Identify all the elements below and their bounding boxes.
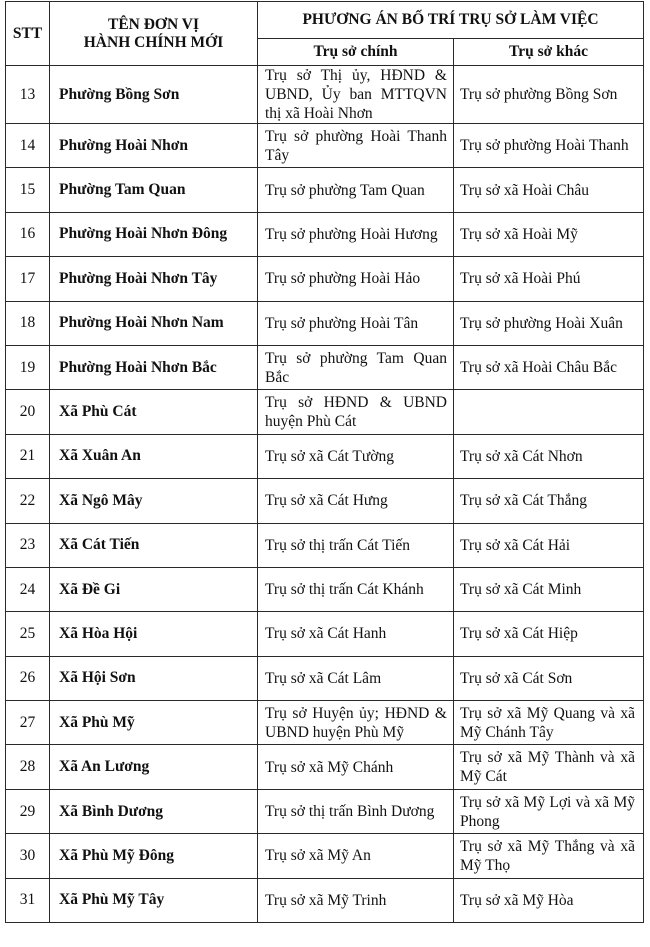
unit-name-header: [50, 2, 258, 66]
other-office-cell: Trụ sở xã Cát Thắng: [454, 479, 644, 523]
office-arrangement-table: [5, 1, 644, 923]
unit-name-header-line1: TÊN ĐƠN VỊ: [107, 15, 199, 33]
stt-cell: 30: [6, 834, 50, 878]
unit-name-cell: Xã Ngô Mây: [50, 479, 258, 523]
table-row: [6, 479, 644, 523]
unit-name-cell: Phường Hoài Nhơn Tây: [50, 257, 258, 301]
unit-name-cell: Xã Cát Tiến: [50, 523, 258, 567]
main-office-cell: Trụ sở phường Hoài Hảo: [258, 257, 454, 301]
table-row: [6, 612, 644, 656]
main-office-cell: Trụ sở phường Tam Quan: [258, 168, 454, 212]
stt-cell: 18: [6, 301, 50, 345]
main-office-cell: Trụ sở xã Cát Hanh: [258, 612, 454, 656]
table-row: [6, 301, 644, 345]
other-office-cell: Trụ sở xã Hoài Châu Bắc: [454, 345, 644, 389]
table-row: [6, 345, 644, 389]
office-plan-header: PHƯƠNG ÁN BỐ TRÍ TRỤ SỞ LÀM VIỆC: [258, 2, 644, 39]
other-office-cell: Trụ sở xã Mỹ Thắng và xã Mỹ Thọ: [454, 834, 644, 878]
table-row: [6, 834, 644, 878]
unit-name-cell: Xã Phù Mỹ Đông: [50, 834, 258, 878]
unit-name-cell: Xã Hội Sơn: [50, 656, 258, 700]
stt-cell: 16: [6, 212, 50, 256]
other-office-cell: Trụ sở xã Cát Sơn: [454, 656, 644, 700]
unit-name-cell: Xã Bình Dương: [50, 789, 258, 833]
stt-cell: 28: [6, 745, 50, 789]
stt-cell: 13: [6, 66, 50, 124]
table-row: [6, 66, 644, 124]
main-office-cell: Trụ sở phường Hoài Thanh Tây: [258, 124, 454, 168]
table-header: [6, 2, 644, 66]
main-office-cell: Trụ sở xã Mỹ An: [258, 834, 454, 878]
unit-name-cell: Xã Phù Mỹ: [50, 701, 258, 745]
other-office-cell: Trụ sở xã Hoài Châu: [454, 168, 644, 212]
unit-name-cell: Xã Phù Mỹ Tây: [50, 878, 258, 922]
main-office-cell: Trụ sở xã Cát Tường: [258, 434, 454, 478]
table-row: [6, 701, 644, 745]
table-row: [6, 789, 644, 833]
main-office-cell: Trụ sở thị trấn Cát Tiến: [258, 523, 454, 567]
main-office-cell: Trụ sở xã Mỹ Chánh: [258, 745, 454, 789]
other-office-cell: Trụ sở xã Mỹ Quang và xã Mỹ Chánh Tây: [454, 701, 644, 745]
stt-cell: 26: [6, 656, 50, 700]
unit-name-cell: Xã An Lương: [50, 745, 258, 789]
stt-cell: 31: [6, 878, 50, 922]
unit-name-cell: Phường Tam Quan: [50, 168, 258, 212]
other-office-cell: Trụ sở xã Mỹ Hòa: [454, 878, 644, 922]
table-row: [6, 212, 644, 256]
stt-header: STT: [6, 2, 50, 66]
main-office-cell: Trụ sở phường Hoài Tân: [258, 301, 454, 345]
unit-name-cell: Phường Hoài Nhơn Đông: [50, 212, 258, 256]
other-office-cell: Trụ sở xã Cát Nhơn: [454, 434, 644, 478]
other-office-cell: Trụ sở xã Hoài Phú: [454, 257, 644, 301]
unit-name-cell: Xã Xuân An: [50, 434, 258, 478]
other-office-cell: Trụ sở xã Hoài Mỹ: [454, 212, 644, 256]
other-office-cell: [454, 390, 644, 434]
table-row: [6, 124, 644, 168]
stt-cell: 14: [6, 124, 50, 168]
other-office-cell: Trụ sở phường Hoài Thanh: [454, 124, 644, 168]
table-row: [6, 168, 644, 212]
stt-cell: 15: [6, 168, 50, 212]
table-row: [6, 656, 644, 700]
main-office-cell: Trụ sở Thị ủy, HĐND & UBND, Ủy ban MTTQVN thị xã Hoài Nhơn: [258, 66, 454, 124]
unit-name-cell: Xã Hòa Hội: [50, 612, 258, 656]
table-row: [6, 567, 644, 611]
main-office-cell: Trụ sở phường Hoài Hương: [258, 212, 454, 256]
main-office-cell: Trụ sở HĐND & UBND huyện Phù Cát: [258, 390, 454, 434]
table-row: [6, 745, 644, 789]
stt-cell: 27: [6, 701, 50, 745]
stt-cell: 20: [6, 390, 50, 434]
unit-name-cell: Xã Phù Cát: [50, 390, 258, 434]
other-office-cell: Trụ sở xã Mỹ Lợi và xã Mỹ Phong: [454, 789, 644, 833]
stt-cell: 17: [6, 257, 50, 301]
table-row: [6, 878, 644, 922]
main-office-header: Trụ sở chính: [258, 39, 454, 66]
other-office-cell: Trụ sở phường Bồng Sơn: [454, 66, 644, 124]
unit-name-cell: Phường Hoài Nhơn: [50, 124, 258, 168]
main-office-cell: Trụ sở xã Mỹ Trinh: [258, 878, 454, 922]
unit-name-header-line2: HÀNH CHÍNH MỚI: [83, 33, 224, 51]
main-office-cell: Trụ sở thị trấn Cát Khánh: [258, 567, 454, 611]
stt-cell: 19: [6, 345, 50, 389]
other-office-cell: Trụ sở xã Mỹ Thành và xã Mỹ Cát: [454, 745, 644, 789]
table-row: [6, 257, 644, 301]
stt-cell: 23: [6, 523, 50, 567]
stt-cell: 29: [6, 789, 50, 833]
main-office-cell: Trụ sở xã Cát Hưng: [258, 479, 454, 523]
stt-cell: 25: [6, 612, 50, 656]
main-office-cell: Trụ sở Huyện ủy; HĐND & UBND huyện Phù Mỹ: [258, 701, 454, 745]
main-office-cell: Trụ sở thị trấn Bình Dương: [258, 789, 454, 833]
unit-name-cell: Phường Hoài Nhơn Nam: [50, 301, 258, 345]
other-office-cell: Trụ sở xã Cát Minh: [454, 567, 644, 611]
unit-name-cell: Phường Bồng Sơn: [50, 66, 258, 124]
table-body: [6, 66, 644, 923]
other-office-cell: Trụ sở xã Cát Hải: [454, 523, 644, 567]
main-office-cell: Trụ sở xã Cát Lâm: [258, 656, 454, 700]
other-office-cell: Trụ sở xã Cát Hiệp: [454, 612, 644, 656]
table-row: [6, 523, 644, 567]
main-office-cell: Trụ sở phường Tam Quan Bắc: [258, 345, 454, 389]
unit-name-cell: Phường Hoài Nhơn Bắc: [50, 345, 258, 389]
table-row: [6, 434, 644, 478]
stt-cell: 21: [6, 434, 50, 478]
stt-cell: 24: [6, 567, 50, 611]
other-office-cell: Trụ sở phường Hoài Xuân: [454, 301, 644, 345]
other-office-header: Trụ sở khác: [454, 39, 644, 66]
table-row: [6, 390, 644, 434]
unit-name-cell: Xã Đề Gi: [50, 567, 258, 611]
stt-cell: 22: [6, 479, 50, 523]
